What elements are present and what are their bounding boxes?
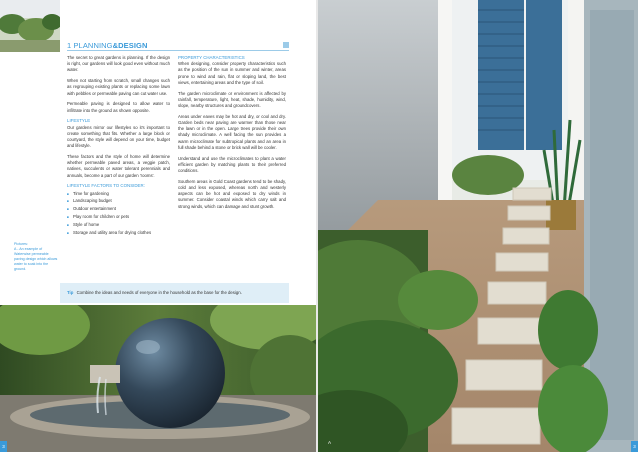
paragraph: The garden microclimate or environment is affected by rainfall, temperature, light, heat, shade, humidity, wind, slope, nearby structures and groundcovers. bbox=[178, 90, 286, 109]
tip-content bbox=[67, 290, 242, 295]
header-accent-square bbox=[283, 42, 289, 48]
section-title-plain: 1 PLANNING bbox=[67, 41, 113, 50]
paragraph: When designing, consider property characteristics such as the position of the sun in summer and winter, areas prone to wind and rain, flat or sloping land, the best views, entertaining areas and the type of soil. bbox=[178, 61, 286, 85]
tip-label: Tip bbox=[67, 289, 74, 295]
property-heading: PROPERTY CHARACTERISTICS bbox=[178, 55, 245, 60]
paragraph: Areas under eaves may be hot and dry, or cool and dry. Garden beds near paving are warmer than those near the lawn or in the open. Large trees provide their own shady microclimate. A well facing the sun provides a warm microclimate for subtropical plants and an area in full shade behind a stone or brick wall will be cooler. bbox=[178, 113, 286, 150]
left-page bbox=[0, 0, 316, 452]
picture-caption bbox=[14, 242, 58, 272]
water-feature-photo bbox=[0, 305, 316, 452]
paragraph: Understand and use the microclimates to plant a water efficient garden by matching plants to their preferred conditions. bbox=[178, 155, 286, 174]
section-title bbox=[67, 41, 147, 50]
list-item: ■ Landscaping budget bbox=[67, 198, 170, 204]
text-column-2 bbox=[178, 55, 286, 214]
text-column-1 bbox=[67, 55, 170, 237]
list-item: ■ Style of home bbox=[67, 222, 170, 228]
paragraph: Southern areas in Gold Coast gardens tend to be shady, cold and less exposed, whereas north and westerly aspects can be hot and exposed to dry winds in summer. Consider coastal winds which carry salt and strong winds, which can damage and stunt growth. bbox=[178, 178, 286, 209]
paragraph: When not starting from scratch, small changes such as regrouping existing plants or replacing some lawn with pebbles or permeable paving can cut water use. bbox=[67, 78, 170, 96]
factors-heading: LIFESTYLE FACTORS TO CONSIDER: bbox=[67, 183, 145, 189]
paragraph: Permeable paving is designed to allow water to infiltrate into the ground as shown opposite. bbox=[67, 101, 170, 113]
header-divider bbox=[67, 50, 289, 51]
list-item: ■ Storage and utility area for drying clothes bbox=[67, 230, 170, 236]
tip-box bbox=[60, 283, 289, 303]
paragraph: Our gardens mirror our lifestyles so it's important to create something that fits. Whether a large block or courtyard, the style will depend on your time, budget and lifestyle. bbox=[67, 124, 170, 149]
tip-text: Combine the ideas and needs of everyone in the household as the base for the design. bbox=[76, 289, 242, 295]
photo-label: A bbox=[328, 440, 332, 445]
caption-text: A - An example of Waterwise permeable paving design which allows water to soak into the ground. bbox=[14, 247, 58, 271]
paragraph: These factors and the style of home will determine whether permeable paved areas, a veggie patch, natives, succulents or water tolerant perennials and annuals, become a part of our garden 'rooms'. bbox=[67, 154, 170, 178]
section-title-bold: &DESIGN bbox=[112, 41, 148, 50]
page-number-left: 3 bbox=[0, 441, 7, 452]
paragraph: The secret to great gardens is planning. If the design is right, our gardens will look good even without much water. bbox=[67, 55, 170, 73]
list-item: ■ Outdoor entertainment bbox=[67, 206, 170, 212]
lifestyle-heading: LIFESTYLE bbox=[67, 118, 91, 124]
garden-path-photo bbox=[318, 0, 638, 452]
page-number-right: 3 bbox=[631, 441, 638, 452]
factors-list bbox=[67, 191, 170, 236]
corner-garden-thumbnail bbox=[0, 0, 60, 52]
list-item: ■ Play room for children or pets bbox=[67, 214, 170, 220]
caption-label: Pictures: bbox=[14, 242, 28, 246]
list-item: ■ Time for gardening bbox=[67, 191, 170, 197]
